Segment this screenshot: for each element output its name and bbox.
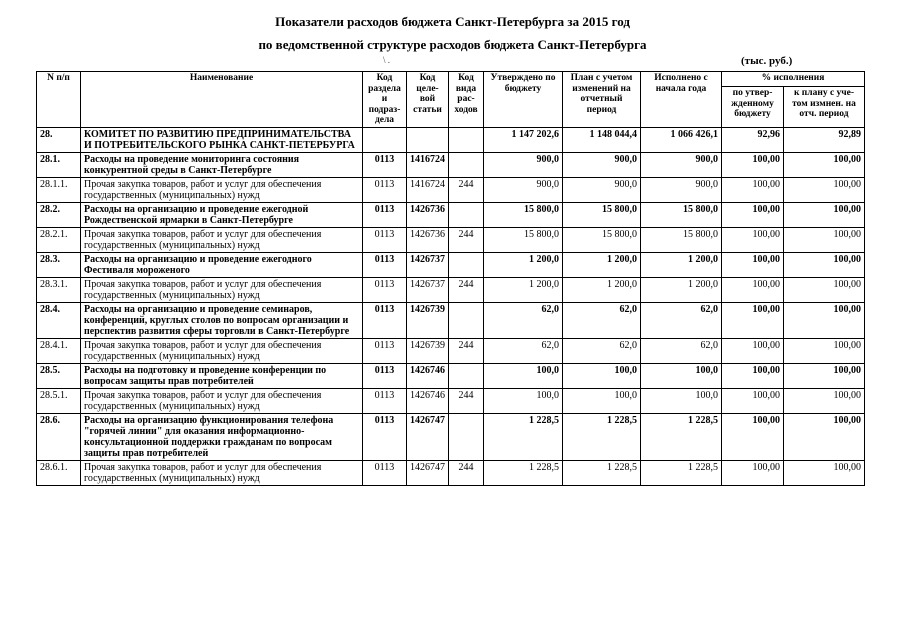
cell-executed: 1 066 426,1 xyxy=(641,127,722,152)
col-header-name: Наименование xyxy=(81,72,363,128)
cell-num: 28.1.1. xyxy=(37,177,81,202)
cell-pct-plan: 100,00 xyxy=(784,388,865,413)
col-header-celevaya: Код целе-вой статьи xyxy=(407,72,449,128)
cell-name: Прочая закупка товаров, работ и услуг для обеспечения государственных (муниципальных) нужд xyxy=(81,388,363,413)
cell-pct-approved: 100,00 xyxy=(722,460,784,485)
cell-pct-approved: 100,00 xyxy=(722,227,784,252)
cell-executed: 15 800,0 xyxy=(641,227,722,252)
col-header-pct-approved: по утвер-жденному бюджету xyxy=(722,87,784,128)
cell-pct-plan: 92,89 xyxy=(784,127,865,152)
cell-approved: 1 200,0 xyxy=(484,277,563,302)
cell-vid xyxy=(449,363,484,388)
cell-approved: 900,0 xyxy=(484,177,563,202)
cell-razdel: 0113 xyxy=(363,252,407,277)
cell-razdel: 0113 xyxy=(363,177,407,202)
cell-approved: 1 147 202,6 xyxy=(484,127,563,152)
cell-num: 28. xyxy=(37,127,81,152)
cell-pct-approved: 100,00 xyxy=(722,338,784,363)
cell-plan: 900,0 xyxy=(563,152,641,177)
cell-pct-approved: 100,00 xyxy=(722,388,784,413)
cell-razdel: 0113 xyxy=(363,363,407,388)
page-subtitle: по ведомственной структуре расходов бюджета Санкт-Петербурга xyxy=(258,37,647,52)
cell-pct-plan: 100,00 xyxy=(784,227,865,252)
cell-approved: 15 800,0 xyxy=(484,202,563,227)
cell-num: 28.5. xyxy=(37,363,81,388)
page-title: Показатели расходов бюджета Санкт-Петербурга за 2015 год xyxy=(275,14,630,29)
cell-razdel: 0113 xyxy=(363,388,407,413)
table-row xyxy=(37,388,865,413)
table-row xyxy=(37,227,865,252)
table-row xyxy=(37,277,865,302)
cell-executed: 100,0 xyxy=(641,363,722,388)
cell-vid xyxy=(449,413,484,460)
table-row xyxy=(37,177,865,202)
col-header-vid: Код вида рас-ходов xyxy=(449,72,484,128)
cell-pct-approved: 100,00 xyxy=(722,302,784,338)
cell-executed: 100,0 xyxy=(641,388,722,413)
cell-celevaya: 1416724 xyxy=(407,152,449,177)
cell-celevaya: 1426739 xyxy=(407,302,449,338)
cell-executed: 1 228,5 xyxy=(641,413,722,460)
cell-plan: 15 800,0 xyxy=(563,227,641,252)
cell-executed: 900,0 xyxy=(641,177,722,202)
cell-vid xyxy=(449,302,484,338)
cell-name: Прочая закупка товаров, работ и услуг для обеспечения государственных (муниципальных) нужд xyxy=(81,338,363,363)
cell-executed: 62,0 xyxy=(641,338,722,363)
col-header-percent-group: % исполнения xyxy=(722,72,865,87)
cell-vid xyxy=(449,252,484,277)
cell-razdel: 0113 xyxy=(363,277,407,302)
cell-num: 28.5.1. xyxy=(37,388,81,413)
col-header-executed: Исполнено с начала года xyxy=(641,72,722,128)
cell-name: Прочая закупка товаров, работ и услуг для обеспечения государственных (муниципальных) нужд xyxy=(81,277,363,302)
cell-pct-plan: 100,00 xyxy=(784,302,865,338)
cell-approved: 1 228,5 xyxy=(484,460,563,485)
col-header-approved: Утверждено по бюджету xyxy=(484,72,563,128)
cell-pct-approved: 92,96 xyxy=(722,127,784,152)
table-row xyxy=(37,363,865,388)
cell-executed: 62,0 xyxy=(641,302,722,338)
cell-razdel: 0113 xyxy=(363,460,407,485)
cell-razdel: 0113 xyxy=(363,152,407,177)
table-row xyxy=(37,413,865,460)
cell-executed: 1 228,5 xyxy=(641,460,722,485)
cell-num: 28.6.1. xyxy=(37,460,81,485)
cell-plan: 1 228,5 xyxy=(563,460,641,485)
cell-plan: 100,0 xyxy=(563,363,641,388)
cell-celevaya: 1426747 xyxy=(407,413,449,460)
cell-executed: 900,0 xyxy=(641,152,722,177)
cell-plan: 62,0 xyxy=(563,302,641,338)
cell-pct-approved: 100,00 xyxy=(722,413,784,460)
cell-num: 28.3.1. xyxy=(37,277,81,302)
cell-num: 28.3. xyxy=(37,252,81,277)
table-row xyxy=(37,152,865,177)
cell-celevaya: 1426737 xyxy=(407,277,449,302)
cell-pct-plan: 100,00 xyxy=(784,460,865,485)
cell-vid xyxy=(449,127,484,152)
cell-pct-plan: 100,00 xyxy=(784,252,865,277)
table-row xyxy=(37,460,865,485)
cell-celevaya: 1426737 xyxy=(407,252,449,277)
cell-plan: 1 200,0 xyxy=(563,252,641,277)
cell-num: 28.1. xyxy=(37,152,81,177)
cell-celevaya: 1416724 xyxy=(407,177,449,202)
cell-name: Прочая закупка товаров, работ и услуг для обеспечения государственных (муниципальных) нужд xyxy=(81,227,363,252)
cell-approved: 1 228,5 xyxy=(484,413,563,460)
cell-approved: 100,0 xyxy=(484,363,563,388)
cell-vid xyxy=(449,152,484,177)
cell-celevaya: 1426739 xyxy=(407,338,449,363)
cell-name: Расходы на организацию и проведение ежегодного Фестиваля мороженого xyxy=(81,252,363,277)
cell-vid: 244 xyxy=(449,460,484,485)
cell-vid: 244 xyxy=(449,338,484,363)
table-row xyxy=(37,127,865,152)
cell-celevaya: 1426736 xyxy=(407,227,449,252)
cell-name: Расходы на организацию и проведение ежегодной Рождественской ярмарки в Санкт-Петербурге xyxy=(81,202,363,227)
cell-razdel: 0113 xyxy=(363,413,407,460)
cell-pct-plan: 100,00 xyxy=(784,202,865,227)
col-header-num: N п/п xyxy=(37,72,81,128)
cell-vid: 244 xyxy=(449,227,484,252)
cell-name: КОМИТЕТ ПО РАЗВИТИЮ ПРЕДПРИНИМАТЕЛЬСТВА И ПОТРЕБИТЕЛЬСКОГО РЫНКА САНКТ-ПЕТЕРБУРГА xyxy=(81,127,363,152)
table-row xyxy=(37,338,865,363)
cell-plan: 62,0 xyxy=(563,338,641,363)
cell-pct-plan: 100,00 xyxy=(784,152,865,177)
cell-plan: 1 228,5 xyxy=(563,413,641,460)
cell-executed: 1 200,0 xyxy=(641,277,722,302)
cell-celevaya: 1426746 xyxy=(407,388,449,413)
cell-num: 28.2.1. xyxy=(37,227,81,252)
cell-plan: 100,0 xyxy=(563,388,641,413)
cell-approved: 100,0 xyxy=(484,388,563,413)
cell-vid: 244 xyxy=(449,277,484,302)
cell-name: Прочая закупка товаров, работ и услуг для обеспечения государственных (муниципальных) нужд xyxy=(81,460,363,485)
cell-pct-approved: 100,00 xyxy=(722,152,784,177)
cell-razdel: 0113 xyxy=(363,202,407,227)
cell-executed: 15 800,0 xyxy=(641,202,722,227)
cell-name: Расходы на организацию и проведение семинаров, конференций, круглых столов по вопросам организации и перспектив развития сферы торговли в Санкт-Петербурге xyxy=(81,302,363,338)
cell-plan: 900,0 xyxy=(563,177,641,202)
cell-name: Расходы на организацию функционирования телефона "горячей линии" для оказания информационно-консультационной поддержки гражданам по вопросам защиты прав потребителей xyxy=(81,413,363,460)
cell-num: 28.4.1. xyxy=(37,338,81,363)
cell-razdel: 0113 xyxy=(363,338,407,363)
col-header-plan: План с учетом изменений на отчетный период xyxy=(563,72,641,128)
cell-pct-plan: 100,00 xyxy=(784,413,865,460)
cell-num: 28.2. xyxy=(37,202,81,227)
cell-pct-approved: 100,00 xyxy=(722,177,784,202)
cell-pct-approved: 100,00 xyxy=(722,202,784,227)
cell-approved: 62,0 xyxy=(484,338,563,363)
units-label: (тыс. руб.) xyxy=(741,55,793,67)
cell-pct-plan: 100,00 xyxy=(784,177,865,202)
cell-num: 28.6. xyxy=(37,413,81,460)
cell-pct-approved: 100,00 xyxy=(722,252,784,277)
cell-pct-plan: 100,00 xyxy=(784,338,865,363)
cell-vid: 244 xyxy=(449,177,484,202)
col-header-razdel: Код раздела и подраз-дела xyxy=(363,72,407,128)
cell-executed: 1 200,0 xyxy=(641,252,722,277)
table-row xyxy=(37,202,865,227)
table-row xyxy=(37,252,865,277)
cell-name: Прочая закупка товаров, работ и услуг для обеспечения государственных (муниципальных) нужд xyxy=(81,177,363,202)
cell-razdel: 0113 xyxy=(363,302,407,338)
cell-celevaya: 1426736 xyxy=(407,202,449,227)
cell-pct-approved: 100,00 xyxy=(722,363,784,388)
cell-num: 28.4. xyxy=(37,302,81,338)
cell-pct-plan: 100,00 xyxy=(784,277,865,302)
cell-plan: 1 200,0 xyxy=(563,277,641,302)
cell-plan: 15 800,0 xyxy=(563,202,641,227)
cell-vid: 244 xyxy=(449,388,484,413)
cell-celevaya: 1426746 xyxy=(407,363,449,388)
scan-mark: \ . xyxy=(383,55,391,65)
cell-plan: 1 148 044,4 xyxy=(563,127,641,152)
budget-table xyxy=(36,71,865,486)
cell-name: Расходы на подготовку и проведение конференции по вопросам защиты прав потребителей xyxy=(81,363,363,388)
cell-approved: 15 800,0 xyxy=(484,227,563,252)
cell-razdel: 0113 xyxy=(363,227,407,252)
table-body xyxy=(37,127,865,485)
table-row xyxy=(37,302,865,338)
cell-approved: 62,0 xyxy=(484,302,563,338)
cell-razdel xyxy=(363,127,407,152)
cell-vid xyxy=(449,202,484,227)
cell-name: Расходы на проведение мониторинга состояния конкурентной среды в Санкт-Петербурге xyxy=(81,152,363,177)
col-header-pct-plan: к плану с уче-том измнен. на отч. период xyxy=(784,87,865,128)
cell-approved: 1 200,0 xyxy=(484,252,563,277)
cell-approved: 900,0 xyxy=(484,152,563,177)
cell-celevaya: 1426747 xyxy=(407,460,449,485)
cell-pct-plan: 100,00 xyxy=(784,363,865,388)
cell-celevaya xyxy=(407,127,449,152)
cell-pct-approved: 100,00 xyxy=(722,277,784,302)
